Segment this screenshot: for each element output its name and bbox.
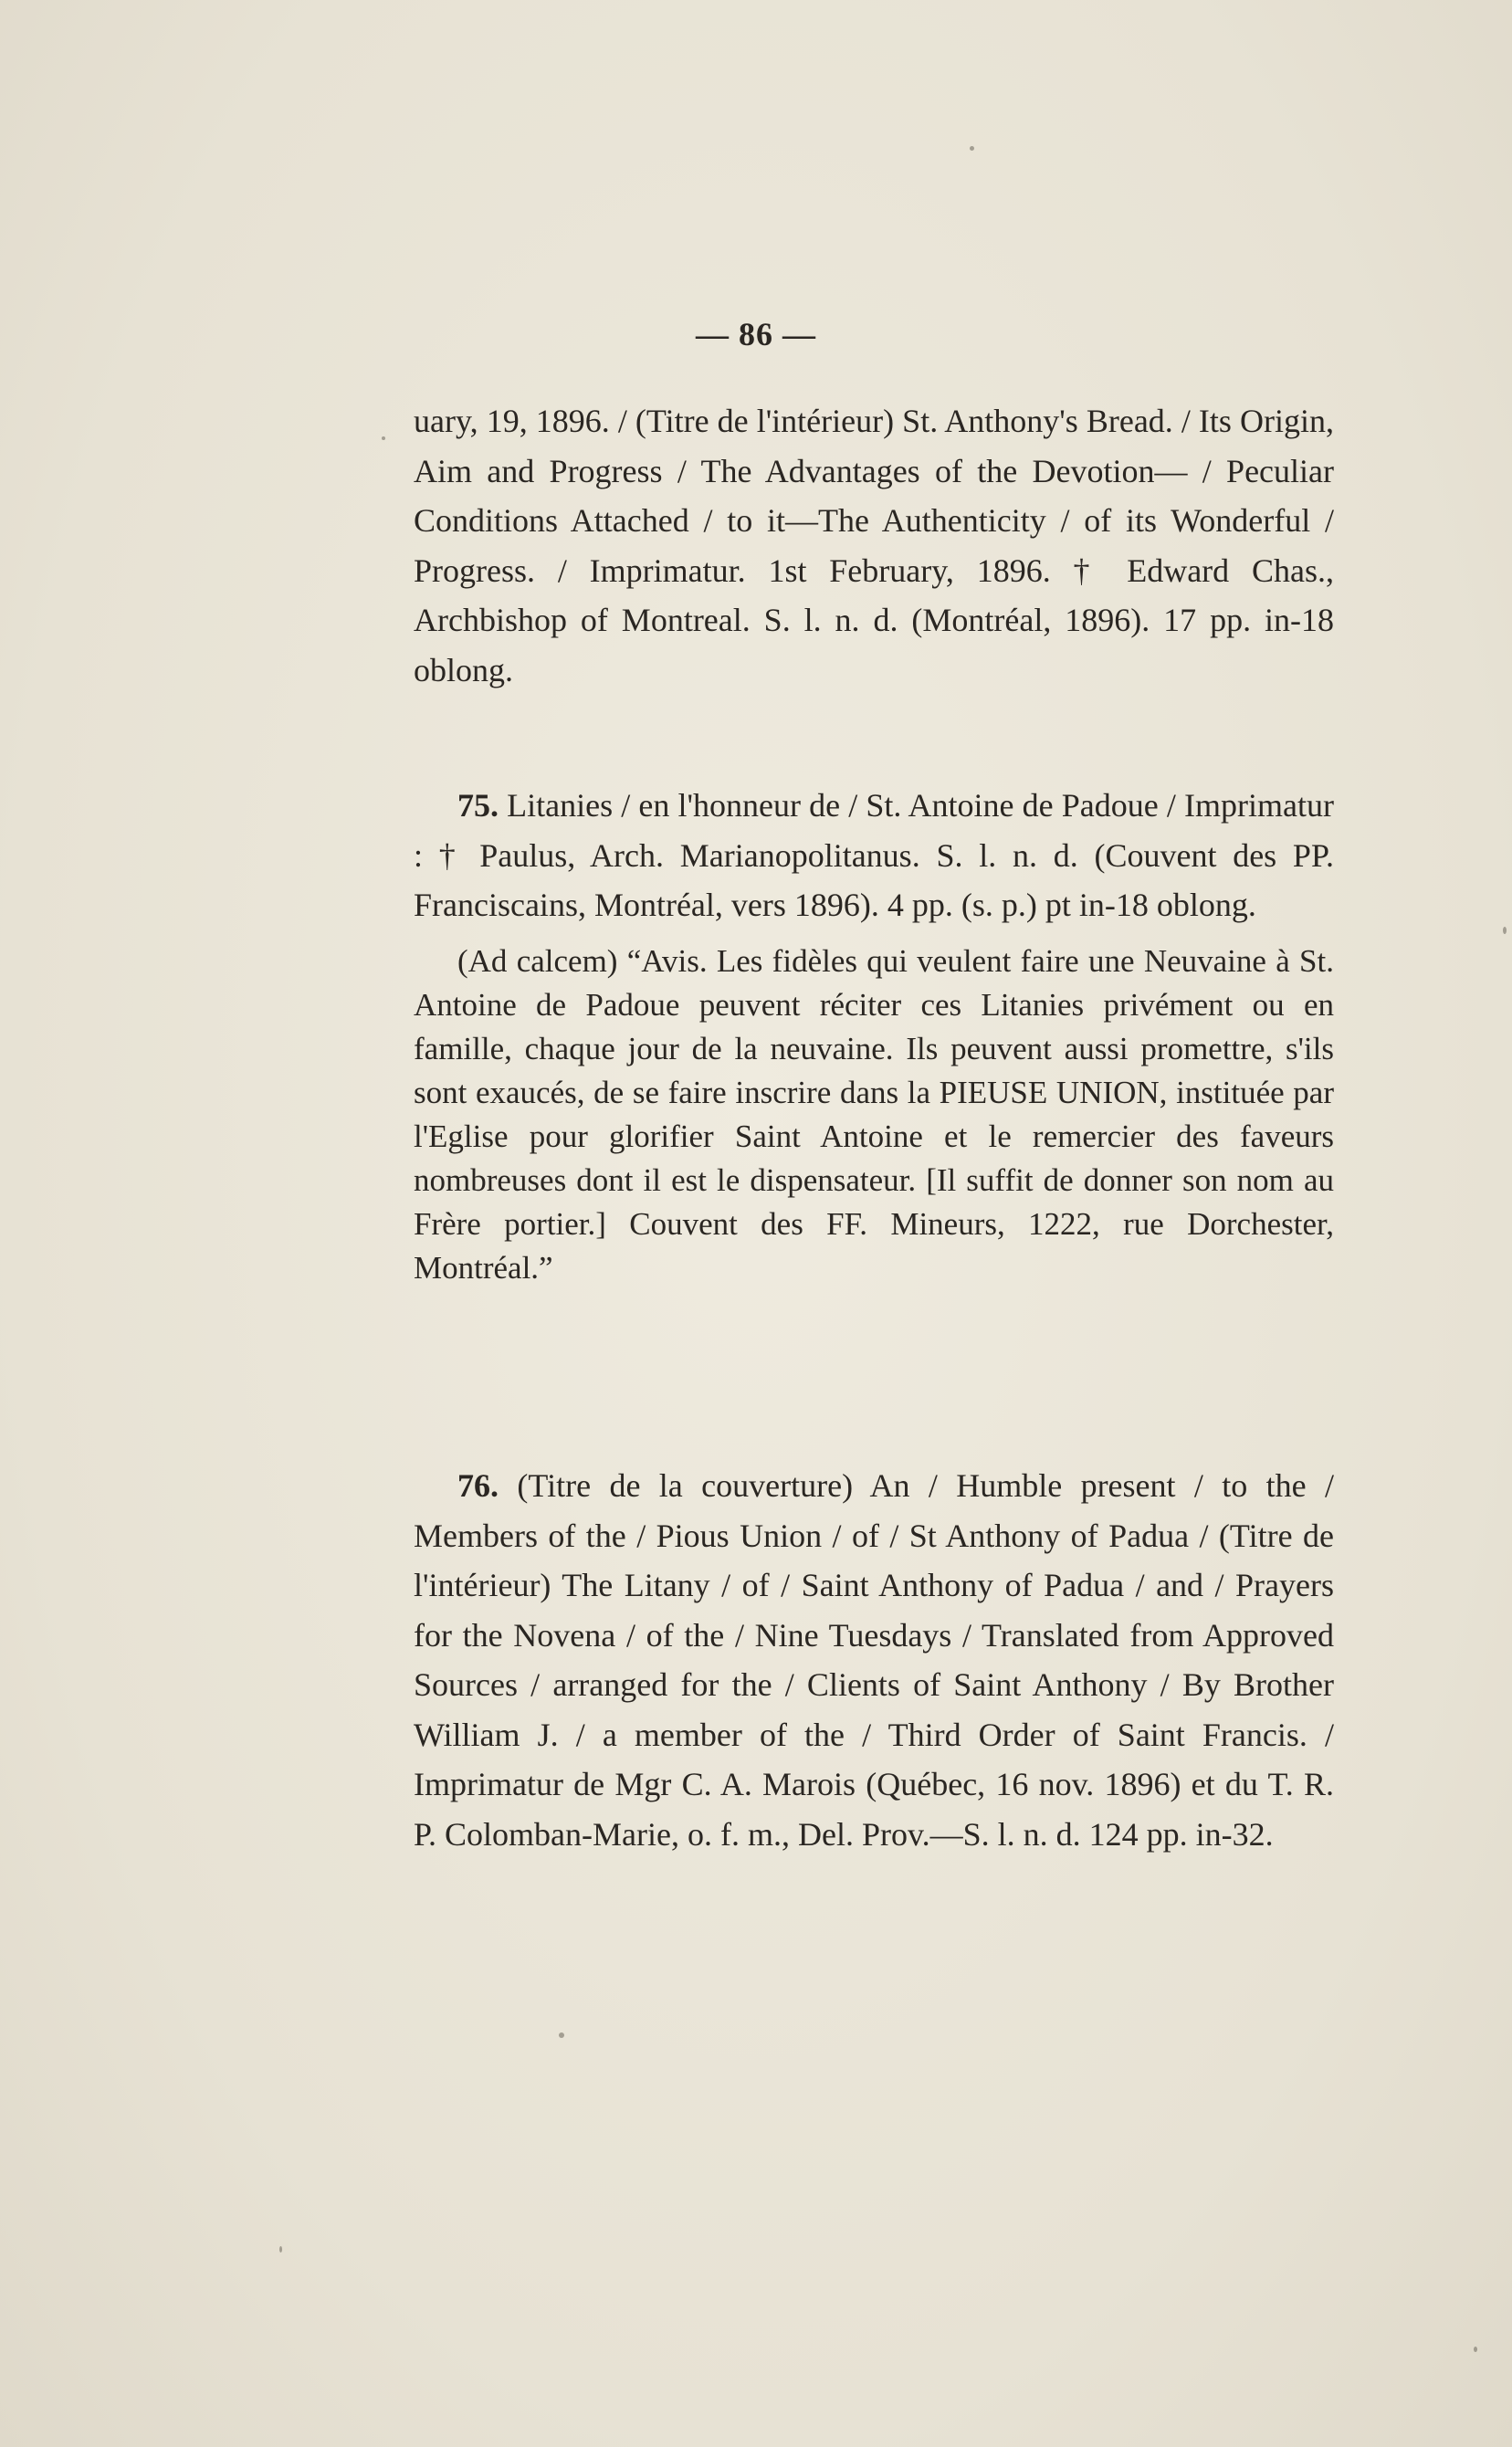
entry-paragraph [414,1461,1334,1859]
entry-number: 76. [457,1467,499,1504]
entry-continuation [414,396,1334,695]
entry-75 [414,781,1334,1290]
entry-text: Litanies / en l'honneur de / St. Antoine de Padoue / Imprimatur : † Paulus, Arch. Marianopolitanus. S. l. n. d. (Couvent des PP. Franciscains, Montréal, vers 1896). 4 pp. (s. p.) pt in-18 oblong. [414,787,1334,923]
paper-speck [559,2032,564,2038]
entry-text: (Titre de la couverture) An / Humble present / to the / Members of the / Pious Union / of / St Anthony of Padua / (Titre de l'intérieur) The Litany / of / Saint Anthony of Padua / and / Prayers for the Novena / of the / Nine Tuesdays / Translated from Approved Sources / arranged for the / Clients of Saint Anthony / By Brother William J. / a member of the / Third Order of Saint Francis. / Imprimatur de Mgr C. A. Marois (Québec, 16 nov. 1896) et du T. R. P. Colomban-Marie, o. f. m., Del. Prov.—S. l. n. d. 124 pp. in-32. [414,1467,1335,1853]
paper-speck [382,436,385,440]
page-number: — 86 — [696,316,816,352]
paper-speck [279,2246,282,2253]
entry-paragraph [414,781,1334,930]
entry-76 [414,1461,1334,1859]
paper-speck [970,146,974,151]
entry-note: (Ad calcem) “Avis. Les fidèles qui veulent faire une Neuvaine à St. Antoine de Padoue peuvent réciter ces Litanies privément ou en famille, chaque jour de la neuvaine. Ils peuvent aussi promettre, s'ils sont exaucés, de se faire inscrire dans la PIEUSE UNION, instituée par l'Eglise pour glorifier Saint Antoine et le remercier des faveurs nombreuses dont il est le dispensateur. [Il suffit de donner son nom au Frère portier.] Couvent des FF. Mineurs, 1222, rue Dorchester, Montréal.” [414,942,1334,1286]
entry-number: 75. [457,787,499,824]
entry-text: uary, 19, 1896. / (Titre de l'intérieur) St. Anthony's Bread. / Its Origin, Aim and Progress / The Advantages of the Devotion— / Peculiar Conditions Attached / to it—The Authenticity / of its Wonderful / Progress. / Imprimatur. 1st February, 1896. † Edward Chas., Archbishop of Montreal. S. l. n. d. (Montréal, 1896). 17 pp. in-18 oblong. [414,403,1334,688]
paper-speck [1474,2347,1477,2352]
paper-speck [1503,927,1507,934]
